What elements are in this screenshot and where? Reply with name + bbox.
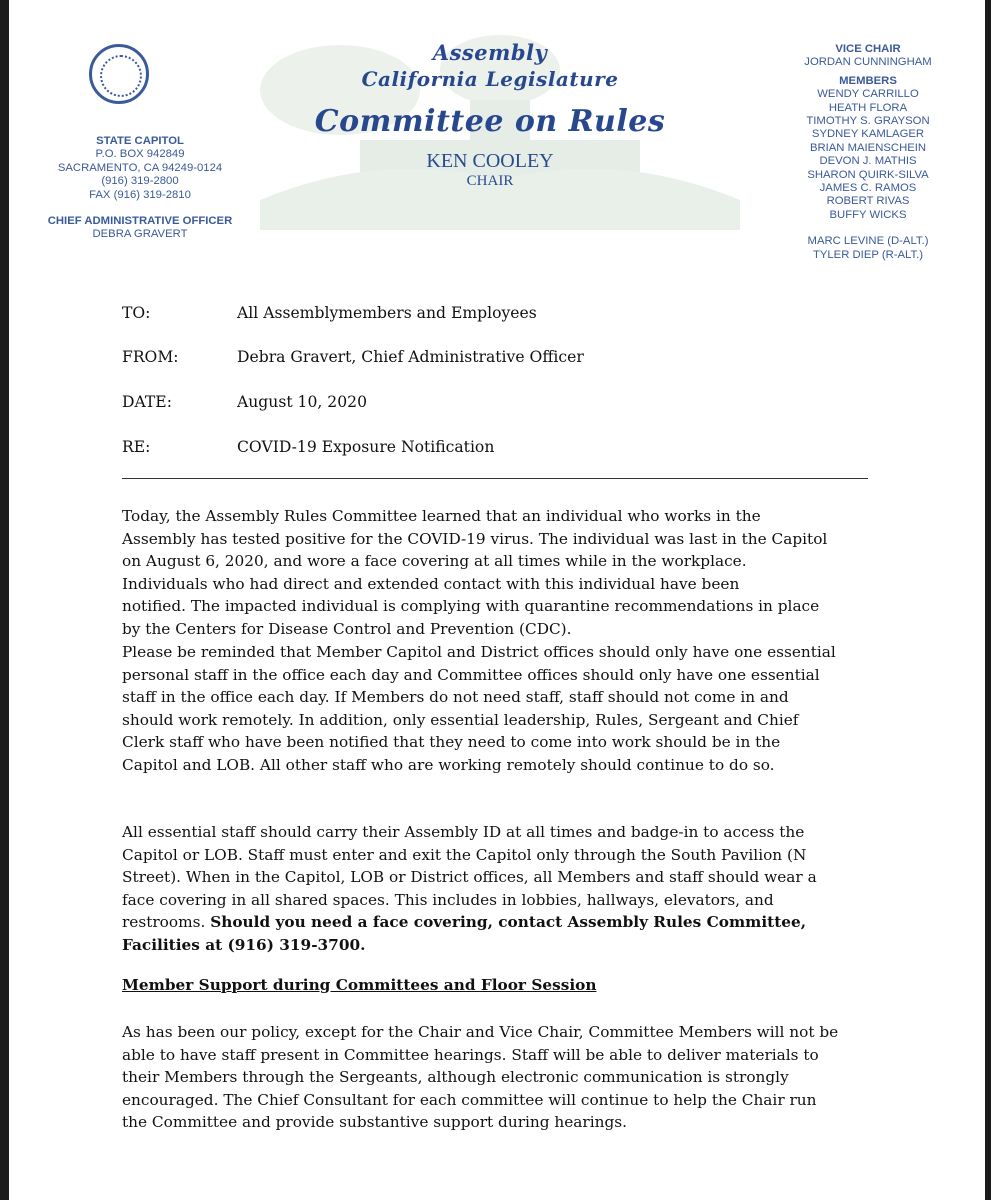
title-assembly: Assembly: [432, 40, 548, 65]
bold-text: Facilities at (916) 319-3700.: [122, 935, 366, 954]
text-run: should work remotely. In addition, only essential leadership, Rules, Sergeant and Chief: [122, 710, 799, 729]
paragraph-line: [122, 505, 882, 528]
member-name: HEATH FLORA: [828, 101, 908, 114]
paragraph-line: [122, 731, 882, 754]
memo-value: Debra Gravert, Chief Administrative Officer: [237, 348, 584, 366]
vice-chair-title: VICE CHAIR: [835, 43, 901, 55]
title-legislature: California Legislature: [361, 67, 619, 91]
memo-label: TO:: [122, 304, 151, 322]
member-name: ROBERT RIVAS: [826, 195, 910, 208]
body-paragraph: [122, 641, 882, 777]
text-run: All essential staff should carry their Assembly ID at all times and badge-in to access the: [122, 823, 805, 841]
paragraph-line: [122, 1111, 882, 1134]
alternate-member-name: TYLER DIEP (R-ALT.): [812, 248, 924, 261]
members-title: MEMBERS: [839, 74, 897, 87]
member-name: BRIAN MAIENSCHEIN: [809, 141, 927, 154]
member-name: SHARON QUIRK-SILVA: [807, 168, 929, 181]
paragraph-line: [122, 709, 882, 732]
text-run: Street). When in the Capitol, LOB or District offices, all Members and staff should wear a: [122, 868, 817, 887]
memo-label: FROM:: [122, 348, 179, 366]
text-run: Capitol and LOB. All other staff who are working remotely should continue to do so.: [122, 755, 775, 774]
memo-value: All Assemblymembers and Employees: [237, 304, 537, 322]
bold-text: Should you need a face covering, contact Assembly Rules Committee,: [210, 913, 807, 932]
memo-label: RE:: [122, 438, 151, 456]
paragraph-line: [122, 1089, 882, 1112]
cao-title: CHIEF ADMINISTRATIVE OFFICER: [47, 215, 233, 228]
paragraph-line: [122, 573, 882, 596]
title-committee: Committee on Rules: [314, 104, 666, 139]
member-name: SYDNEY KAMLAGER: [811, 128, 925, 141]
text-run: staff in the office each day. If Members do not need staff, staff should not come in and: [122, 688, 789, 707]
text-run: notified. The impacted individual is complying with quarantine recommendations in place: [122, 597, 820, 616]
letterhead-title-block: [300, 40, 680, 190]
text-run: the Committee and provide substantive support during hearings.: [122, 1113, 627, 1132]
member-name: JAMES C. RAMOS: [819, 182, 917, 195]
paragraph-line: [122, 1021, 882, 1044]
memo-label: DATE:: [122, 393, 172, 411]
text-run: on August 6, 2020, and wore a face covering at all times while in the workplace.: [122, 552, 747, 571]
paragraph-line: [122, 866, 882, 889]
chair-name: KEN COOLEY: [426, 150, 554, 172]
text-run: Individuals who had direct and extended contact with this individual have been: [122, 574, 740, 593]
paragraph-line: [122, 911, 882, 934]
body-paragraph: [122, 821, 882, 957]
fax: FAX (916) 319-2810: [89, 188, 191, 201]
text-run: Today, the Assembly Rules Committee learned that an individual who works in the: [122, 507, 761, 525]
memo-value: August 10, 2020: [237, 393, 367, 411]
alternate-member-name: MARC LEVINE (D-ALT.): [807, 235, 929, 248]
phone: (916) 319-2800: [101, 175, 179, 188]
memo-value: COVID-19 Exposure Notification: [237, 438, 495, 456]
text-run: As has been our policy, except for the Chair and Vice Chair, Committee Members will not be: [122, 1023, 839, 1041]
paragraph-line: [122, 686, 882, 709]
chair-title: CHAIR: [466, 173, 514, 189]
divider-rule: [122, 478, 868, 479]
text-run: Assembly has tested positive for the COVID-19 virus. The individual was last in the Capitol: [122, 529, 828, 548]
left-border: [0, 0, 9, 1200]
section-heading: Member Support during Committees and Floor Session: [122, 976, 597, 994]
paragraph-line: [122, 754, 882, 777]
text-run: able to have staff present in Committee hearings. Staff will be able to deliver materials to: [122, 1045, 819, 1064]
vice-chair-name: JORDAN CUNNINGHAM: [804, 56, 932, 69]
body-paragraph: [122, 505, 882, 641]
paragraph-line: [122, 1044, 882, 1067]
body-paragraph: [122, 1021, 882, 1134]
paragraph-line: [122, 821, 882, 844]
member-name: BUFFY WICKS: [829, 208, 907, 221]
member-name: DEVON J. MATHIS: [819, 155, 917, 168]
address-line: P.O. BOX 942849: [95, 148, 185, 161]
paragraph-line: [122, 595, 882, 618]
member-name: WENDY CARRILLO: [817, 88, 919, 101]
text-run: Clerk staff who have been notified that they need to come into work should be in the: [122, 733, 781, 752]
assembly-seal-logo: [89, 44, 149, 104]
text-run: Please be reminded that Member Capitol and District offices should only have one essential: [122, 643, 836, 661]
paragraph-line: [122, 844, 882, 867]
paragraph-line: [122, 528, 882, 551]
paragraph-line: [122, 664, 882, 687]
paragraph-line: [122, 889, 882, 912]
member-name: TIMOTHY S. GRAYSON: [806, 115, 930, 128]
text-run: personal staff in the office each day and Committee offices should only have one essential: [122, 665, 820, 684]
office-title: STATE CAPITOL: [96, 135, 184, 147]
paragraph-line: [122, 618, 882, 641]
members-block: [748, 43, 988, 262]
paragraph-line: [122, 1066, 882, 1089]
text-run: restrooms.: [122, 913, 211, 932]
text-run: Capitol or LOB. Staff must enter and exit the Capitol only through the South Pavilion (N: [122, 845, 807, 864]
paragraph-line: [122, 934, 882, 957]
text-run: encouraged. The Chief Consultant for each committee will continue to help the Chair run: [122, 1090, 817, 1109]
address-line: SACRAMENTO, CA 94249-0124: [57, 161, 223, 174]
paragraph-line: [122, 641, 882, 664]
paragraph-line: [122, 550, 882, 573]
text-run: face covering in all shared spaces. This includes in lobbies, hallways, elevators, and: [122, 890, 774, 909]
office-address-block: [40, 135, 240, 242]
text-run: by the Centers for Disease Control and Prevention (CDC).: [122, 619, 572, 638]
cao-name: DEBRA GRAVERT: [92, 228, 188, 241]
text-run: their Members through the Sergeants, although electronic communication is strongly: [122, 1068, 789, 1087]
